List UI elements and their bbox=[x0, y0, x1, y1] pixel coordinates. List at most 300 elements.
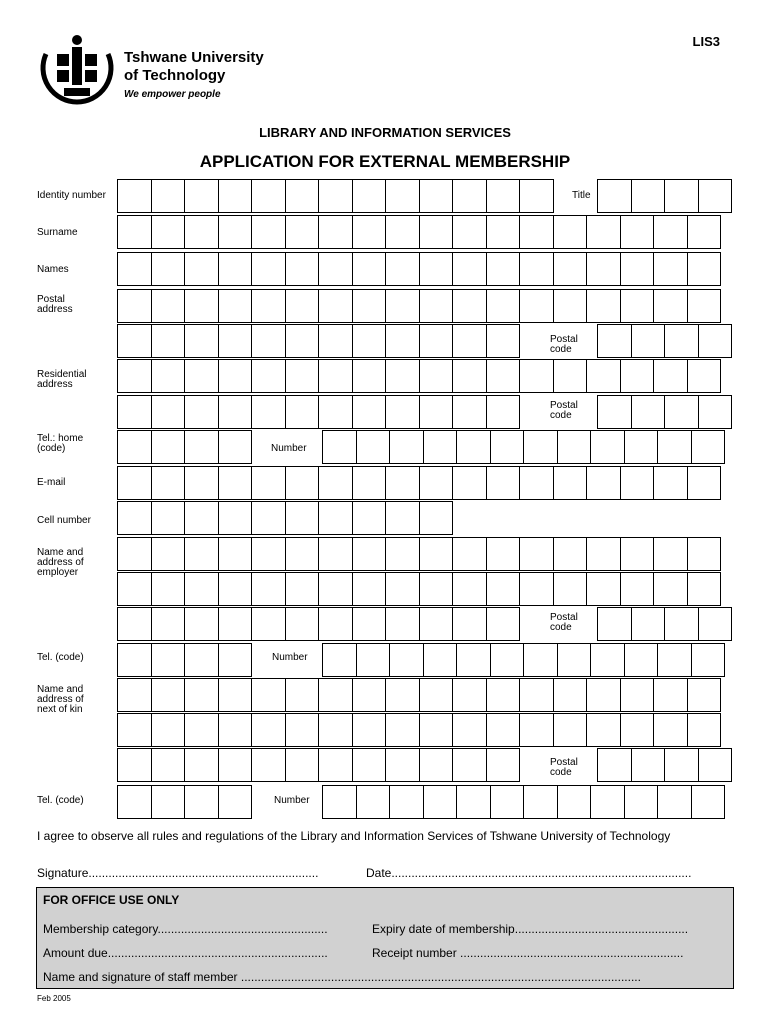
input-box[interactable] bbox=[554, 466, 588, 500]
input-box[interactable] bbox=[118, 359, 152, 393]
input-box[interactable] bbox=[118, 395, 152, 429]
input-box[interactable] bbox=[487, 607, 521, 641]
input-box[interactable] bbox=[252, 359, 286, 393]
postal-address-boxes-2[interactable] bbox=[117, 324, 520, 358]
input-box[interactable] bbox=[185, 785, 219, 819]
input-box[interactable] bbox=[185, 501, 219, 535]
input-box[interactable] bbox=[665, 395, 699, 429]
input-box[interactable] bbox=[520, 466, 554, 500]
input-box[interactable] bbox=[520, 537, 554, 571]
input-box[interactable] bbox=[420, 179, 454, 213]
input-box[interactable] bbox=[386, 252, 420, 286]
input-box[interactable] bbox=[185, 537, 219, 571]
input-box[interactable] bbox=[185, 643, 219, 677]
input-box[interactable] bbox=[386, 537, 420, 571]
input-box[interactable] bbox=[554, 537, 588, 571]
postal-code-boxes-1[interactable] bbox=[597, 324, 732, 358]
input-box[interactable] bbox=[323, 643, 357, 677]
input-box[interactable] bbox=[491, 430, 525, 464]
input-box[interactable] bbox=[286, 501, 320, 535]
input-box[interactable] bbox=[487, 466, 521, 500]
input-box[interactable] bbox=[118, 785, 152, 819]
input-box[interactable] bbox=[219, 359, 253, 393]
input-box[interactable] bbox=[665, 607, 699, 641]
input-box[interactable] bbox=[587, 713, 621, 747]
input-box[interactable] bbox=[390, 785, 424, 819]
names-boxes[interactable] bbox=[117, 252, 721, 286]
input-box[interactable] bbox=[252, 713, 286, 747]
input-box[interactable] bbox=[598, 748, 632, 782]
input-box[interactable] bbox=[487, 252, 521, 286]
input-box[interactable] bbox=[654, 215, 688, 249]
input-box[interactable] bbox=[524, 785, 558, 819]
input-box[interactable] bbox=[621, 678, 655, 712]
input-box[interactable] bbox=[286, 395, 320, 429]
postal-address-boxes-1[interactable] bbox=[117, 289, 721, 323]
input-box[interactable] bbox=[598, 179, 632, 213]
input-box[interactable] bbox=[558, 785, 592, 819]
input-box[interactable] bbox=[453, 713, 487, 747]
input-box[interactable] bbox=[487, 572, 521, 606]
input-box[interactable] bbox=[587, 678, 621, 712]
input-box[interactable] bbox=[252, 252, 286, 286]
input-box[interactable] bbox=[118, 501, 152, 535]
input-box[interactable] bbox=[185, 572, 219, 606]
input-box[interactable] bbox=[319, 572, 353, 606]
input-box[interactable] bbox=[632, 748, 666, 782]
input-box[interactable] bbox=[621, 537, 655, 571]
input-box[interactable] bbox=[420, 537, 454, 571]
input-box[interactable] bbox=[453, 252, 487, 286]
input-box[interactable] bbox=[688, 466, 722, 500]
input-box[interactable] bbox=[323, 430, 357, 464]
input-box[interactable] bbox=[688, 289, 722, 323]
input-box[interactable] bbox=[286, 678, 320, 712]
input-box[interactable] bbox=[587, 359, 621, 393]
input-box[interactable] bbox=[420, 395, 454, 429]
input-box[interactable] bbox=[353, 395, 387, 429]
input-box[interactable] bbox=[252, 466, 286, 500]
input-box[interactable] bbox=[621, 215, 655, 249]
input-box[interactable] bbox=[621, 289, 655, 323]
input-box[interactable] bbox=[453, 395, 487, 429]
input-box[interactable] bbox=[692, 430, 726, 464]
input-box[interactable] bbox=[420, 678, 454, 712]
input-box[interactable] bbox=[185, 252, 219, 286]
input-box[interactable] bbox=[591, 643, 625, 677]
input-box[interactable] bbox=[598, 607, 632, 641]
input-box[interactable] bbox=[386, 572, 420, 606]
input-box[interactable] bbox=[654, 572, 688, 606]
input-box[interactable] bbox=[353, 678, 387, 712]
input-box[interactable] bbox=[487, 748, 521, 782]
input-box[interactable] bbox=[353, 289, 387, 323]
input-box[interactable] bbox=[487, 395, 521, 429]
input-box[interactable] bbox=[353, 713, 387, 747]
input-box[interactable] bbox=[252, 607, 286, 641]
input-box[interactable] bbox=[152, 713, 186, 747]
input-box[interactable] bbox=[554, 289, 588, 323]
input-box[interactable] bbox=[587, 537, 621, 571]
input-box[interactable] bbox=[420, 289, 454, 323]
input-box[interactable] bbox=[219, 289, 253, 323]
input-box[interactable] bbox=[118, 215, 152, 249]
input-box[interactable] bbox=[632, 324, 666, 358]
input-box[interactable] bbox=[453, 537, 487, 571]
input-box[interactable] bbox=[654, 359, 688, 393]
next-of-kin-boxes-3[interactable] bbox=[117, 748, 520, 782]
input-box[interactable] bbox=[453, 324, 487, 358]
input-box[interactable] bbox=[185, 748, 219, 782]
input-box[interactable] bbox=[453, 179, 487, 213]
residential-address-boxes-1[interactable] bbox=[117, 359, 721, 393]
input-box[interactable] bbox=[692, 785, 726, 819]
input-box[interactable] bbox=[587, 252, 621, 286]
input-box[interactable] bbox=[219, 466, 253, 500]
input-box[interactable] bbox=[319, 466, 353, 500]
input-box[interactable] bbox=[152, 572, 186, 606]
receipt-number-field[interactable]: Receipt number ................................................................... bbox=[372, 946, 684, 960]
input-box[interactable] bbox=[420, 501, 454, 535]
input-box[interactable] bbox=[319, 748, 353, 782]
input-box[interactable] bbox=[491, 643, 525, 677]
input-box[interactable] bbox=[323, 785, 357, 819]
input-box[interactable] bbox=[386, 607, 420, 641]
input-box[interactable] bbox=[286, 215, 320, 249]
input-box[interactable] bbox=[152, 215, 186, 249]
input-box[interactable] bbox=[621, 359, 655, 393]
input-box[interactable] bbox=[386, 215, 420, 249]
input-box[interactable] bbox=[520, 572, 554, 606]
input-box[interactable] bbox=[185, 678, 219, 712]
input-box[interactable] bbox=[658, 643, 692, 677]
input-box[interactable] bbox=[286, 748, 320, 782]
amount-due-field[interactable]: Amount due.................................................................. bbox=[43, 946, 328, 960]
input-box[interactable] bbox=[118, 572, 152, 606]
input-box[interactable] bbox=[692, 643, 726, 677]
employer-tel-code-boxes[interactable] bbox=[117, 643, 252, 677]
input-box[interactable] bbox=[654, 252, 688, 286]
input-box[interactable] bbox=[487, 359, 521, 393]
input-box[interactable] bbox=[357, 785, 391, 819]
input-box[interactable] bbox=[185, 215, 219, 249]
input-box[interactable] bbox=[353, 324, 387, 358]
input-box[interactable] bbox=[252, 395, 286, 429]
input-box[interactable] bbox=[658, 430, 692, 464]
input-box[interactable] bbox=[386, 713, 420, 747]
input-box[interactable] bbox=[353, 252, 387, 286]
input-box[interactable] bbox=[185, 713, 219, 747]
input-box[interactable] bbox=[386, 289, 420, 323]
input-box[interactable] bbox=[587, 572, 621, 606]
input-box[interactable] bbox=[252, 501, 286, 535]
input-box[interactable] bbox=[386, 395, 420, 429]
input-box[interactable] bbox=[118, 748, 152, 782]
input-box[interactable] bbox=[390, 430, 424, 464]
input-box[interactable] bbox=[621, 713, 655, 747]
input-box[interactable] bbox=[118, 607, 152, 641]
input-box[interactable] bbox=[252, 324, 286, 358]
input-box[interactable] bbox=[420, 324, 454, 358]
input-box[interactable] bbox=[353, 537, 387, 571]
input-box[interactable] bbox=[699, 607, 733, 641]
input-box[interactable] bbox=[457, 643, 491, 677]
input-box[interactable] bbox=[118, 643, 152, 677]
membership-category-field[interactable]: Membership category................................................... bbox=[43, 922, 328, 936]
input-box[interactable] bbox=[699, 395, 733, 429]
input-box[interactable] bbox=[520, 359, 554, 393]
input-box[interactable] bbox=[152, 748, 186, 782]
input-box[interactable] bbox=[219, 430, 253, 464]
input-box[interactable] bbox=[118, 678, 152, 712]
input-box[interactable] bbox=[453, 678, 487, 712]
input-box[interactable] bbox=[118, 713, 152, 747]
input-box[interactable] bbox=[152, 395, 186, 429]
input-box[interactable] bbox=[319, 324, 353, 358]
input-box[interactable] bbox=[487, 324, 521, 358]
email-boxes[interactable] bbox=[117, 466, 721, 500]
input-box[interactable] bbox=[152, 430, 186, 464]
input-box[interactable] bbox=[554, 713, 588, 747]
input-box[interactable] bbox=[420, 466, 454, 500]
input-box[interactable] bbox=[319, 215, 353, 249]
input-box[interactable] bbox=[487, 713, 521, 747]
input-box[interactable] bbox=[625, 430, 659, 464]
tel-home-number-boxes[interactable] bbox=[322, 430, 725, 464]
input-box[interactable] bbox=[386, 501, 420, 535]
input-box[interactable] bbox=[520, 215, 554, 249]
input-box[interactable] bbox=[386, 359, 420, 393]
input-box[interactable] bbox=[219, 215, 253, 249]
input-box[interactable] bbox=[598, 324, 632, 358]
input-box[interactable] bbox=[453, 289, 487, 323]
input-box[interactable] bbox=[591, 430, 625, 464]
expiry-date-field[interactable]: Expiry date of membership.................................................... bbox=[372, 922, 689, 936]
input-box[interactable] bbox=[554, 252, 588, 286]
input-box[interactable] bbox=[654, 289, 688, 323]
identity-number-boxes[interactable] bbox=[117, 179, 554, 213]
input-box[interactable] bbox=[654, 466, 688, 500]
kin-tel-number-boxes[interactable] bbox=[322, 785, 725, 819]
input-box[interactable] bbox=[587, 466, 621, 500]
input-box[interactable] bbox=[424, 785, 458, 819]
input-box[interactable] bbox=[688, 252, 722, 286]
input-box[interactable] bbox=[453, 215, 487, 249]
input-box[interactable] bbox=[524, 430, 558, 464]
input-box[interactable] bbox=[219, 678, 253, 712]
kin-tel-code-boxes[interactable] bbox=[117, 785, 252, 819]
input-box[interactable] bbox=[625, 643, 659, 677]
input-box[interactable] bbox=[558, 643, 592, 677]
input-box[interactable] bbox=[457, 785, 491, 819]
input-box[interactable] bbox=[625, 785, 659, 819]
input-box[interactable] bbox=[491, 785, 525, 819]
input-box[interactable] bbox=[420, 748, 454, 782]
postal-code-boxes-3[interactable] bbox=[597, 607, 732, 641]
input-box[interactable] bbox=[520, 179, 554, 213]
employer-tel-number-boxes[interactable] bbox=[322, 643, 725, 677]
input-box[interactable] bbox=[621, 466, 655, 500]
input-box[interactable] bbox=[457, 430, 491, 464]
input-box[interactable] bbox=[185, 179, 219, 213]
input-box[interactable] bbox=[632, 607, 666, 641]
input-box[interactable] bbox=[319, 179, 353, 213]
title-boxes[interactable] bbox=[597, 179, 732, 213]
input-box[interactable] bbox=[353, 748, 387, 782]
input-box[interactable] bbox=[654, 537, 688, 571]
input-box[interactable] bbox=[152, 359, 186, 393]
input-box[interactable] bbox=[152, 678, 186, 712]
input-box[interactable] bbox=[654, 713, 688, 747]
input-box[interactable] bbox=[554, 572, 588, 606]
input-box[interactable] bbox=[587, 289, 621, 323]
input-box[interactable] bbox=[658, 785, 692, 819]
input-box[interactable] bbox=[587, 215, 621, 249]
input-box[interactable] bbox=[185, 359, 219, 393]
input-box[interactable] bbox=[185, 466, 219, 500]
input-box[interactable] bbox=[252, 215, 286, 249]
input-box[interactable] bbox=[219, 501, 253, 535]
input-box[interactable] bbox=[621, 252, 655, 286]
input-box[interactable] bbox=[319, 537, 353, 571]
input-box[interactable] bbox=[487, 215, 521, 249]
residential-address-boxes-2[interactable] bbox=[117, 395, 520, 429]
input-box[interactable] bbox=[487, 678, 521, 712]
input-box[interactable] bbox=[319, 607, 353, 641]
input-box[interactable] bbox=[286, 179, 320, 213]
input-box[interactable] bbox=[554, 215, 588, 249]
input-box[interactable] bbox=[152, 643, 186, 677]
input-box[interactable] bbox=[453, 572, 487, 606]
input-box[interactable] bbox=[688, 215, 722, 249]
input-box[interactable] bbox=[621, 572, 655, 606]
input-box[interactable] bbox=[520, 713, 554, 747]
input-box[interactable] bbox=[219, 643, 253, 677]
input-box[interactable] bbox=[118, 537, 152, 571]
input-box[interactable] bbox=[699, 179, 733, 213]
input-box[interactable] bbox=[558, 430, 592, 464]
input-box[interactable] bbox=[520, 289, 554, 323]
input-box[interactable] bbox=[319, 359, 353, 393]
input-box[interactable] bbox=[420, 359, 454, 393]
input-box[interactable] bbox=[453, 359, 487, 393]
input-box[interactable] bbox=[219, 713, 253, 747]
input-box[interactable] bbox=[420, 215, 454, 249]
input-box[interactable] bbox=[632, 179, 666, 213]
input-box[interactable] bbox=[152, 324, 186, 358]
input-box[interactable] bbox=[699, 748, 733, 782]
input-box[interactable] bbox=[286, 289, 320, 323]
input-box[interactable] bbox=[386, 466, 420, 500]
input-box[interactable] bbox=[554, 359, 588, 393]
input-box[interactable] bbox=[420, 713, 454, 747]
staff-signature-field[interactable]: Name and signature of staff member ........................................................................................................................ bbox=[43, 970, 641, 984]
postal-code-boxes-4[interactable] bbox=[597, 748, 732, 782]
input-box[interactable] bbox=[152, 501, 186, 535]
input-box[interactable] bbox=[286, 713, 320, 747]
input-box[interactable] bbox=[487, 537, 521, 571]
input-box[interactable] bbox=[357, 643, 391, 677]
input-box[interactable] bbox=[219, 607, 253, 641]
input-box[interactable] bbox=[386, 748, 420, 782]
input-box[interactable] bbox=[524, 643, 558, 677]
input-box[interactable] bbox=[424, 643, 458, 677]
input-box[interactable] bbox=[152, 252, 186, 286]
input-box[interactable] bbox=[185, 395, 219, 429]
input-box[interactable] bbox=[319, 713, 353, 747]
input-box[interactable] bbox=[353, 607, 387, 641]
input-box[interactable] bbox=[219, 179, 253, 213]
input-box[interactable] bbox=[453, 748, 487, 782]
input-box[interactable] bbox=[353, 501, 387, 535]
surname-boxes[interactable] bbox=[117, 215, 721, 249]
input-box[interactable] bbox=[118, 252, 152, 286]
input-box[interactable] bbox=[252, 537, 286, 571]
input-box[interactable] bbox=[286, 252, 320, 286]
input-box[interactable] bbox=[152, 179, 186, 213]
input-box[interactable] bbox=[453, 607, 487, 641]
input-box[interactable] bbox=[185, 324, 219, 358]
input-box[interactable] bbox=[118, 289, 152, 323]
input-box[interactable] bbox=[219, 252, 253, 286]
signature-field[interactable]: Signature..................................................................... bbox=[37, 866, 319, 880]
tel-home-code-boxes[interactable] bbox=[117, 430, 252, 464]
employer-boxes-2[interactable] bbox=[117, 572, 721, 606]
input-box[interactable] bbox=[152, 537, 186, 571]
next-of-kin-boxes-1[interactable] bbox=[117, 678, 721, 712]
input-box[interactable] bbox=[665, 748, 699, 782]
input-box[interactable] bbox=[699, 324, 733, 358]
input-box[interactable] bbox=[520, 678, 554, 712]
input-box[interactable] bbox=[286, 324, 320, 358]
input-box[interactable] bbox=[520, 252, 554, 286]
input-box[interactable] bbox=[420, 572, 454, 606]
input-box[interactable] bbox=[219, 572, 253, 606]
input-box[interactable] bbox=[665, 179, 699, 213]
input-box[interactable] bbox=[118, 324, 152, 358]
date-field[interactable]: Date.......................................................................................... bbox=[366, 866, 692, 880]
input-box[interactable] bbox=[353, 466, 387, 500]
input-box[interactable] bbox=[286, 537, 320, 571]
input-box[interactable] bbox=[185, 607, 219, 641]
input-box[interactable] bbox=[386, 324, 420, 358]
input-box[interactable] bbox=[357, 430, 391, 464]
input-box[interactable] bbox=[286, 607, 320, 641]
input-box[interactable] bbox=[688, 359, 722, 393]
input-box[interactable] bbox=[353, 359, 387, 393]
input-box[interactable] bbox=[554, 678, 588, 712]
input-box[interactable] bbox=[185, 289, 219, 323]
input-box[interactable] bbox=[420, 607, 454, 641]
input-box[interactable] bbox=[319, 678, 353, 712]
input-box[interactable] bbox=[219, 324, 253, 358]
input-box[interactable] bbox=[390, 643, 424, 677]
input-box[interactable] bbox=[219, 785, 253, 819]
input-box[interactable] bbox=[286, 572, 320, 606]
cell-number-boxes[interactable] bbox=[117, 501, 453, 535]
input-box[interactable] bbox=[688, 537, 722, 571]
input-box[interactable] bbox=[654, 678, 688, 712]
input-box[interactable] bbox=[219, 395, 253, 429]
input-box[interactable] bbox=[688, 572, 722, 606]
input-box[interactable] bbox=[453, 466, 487, 500]
input-box[interactable] bbox=[219, 537, 253, 571]
input-box[interactable] bbox=[319, 501, 353, 535]
postal-code-boxes-2[interactable] bbox=[597, 395, 732, 429]
input-box[interactable] bbox=[252, 289, 286, 323]
input-box[interactable] bbox=[219, 748, 253, 782]
input-box[interactable] bbox=[118, 430, 152, 464]
